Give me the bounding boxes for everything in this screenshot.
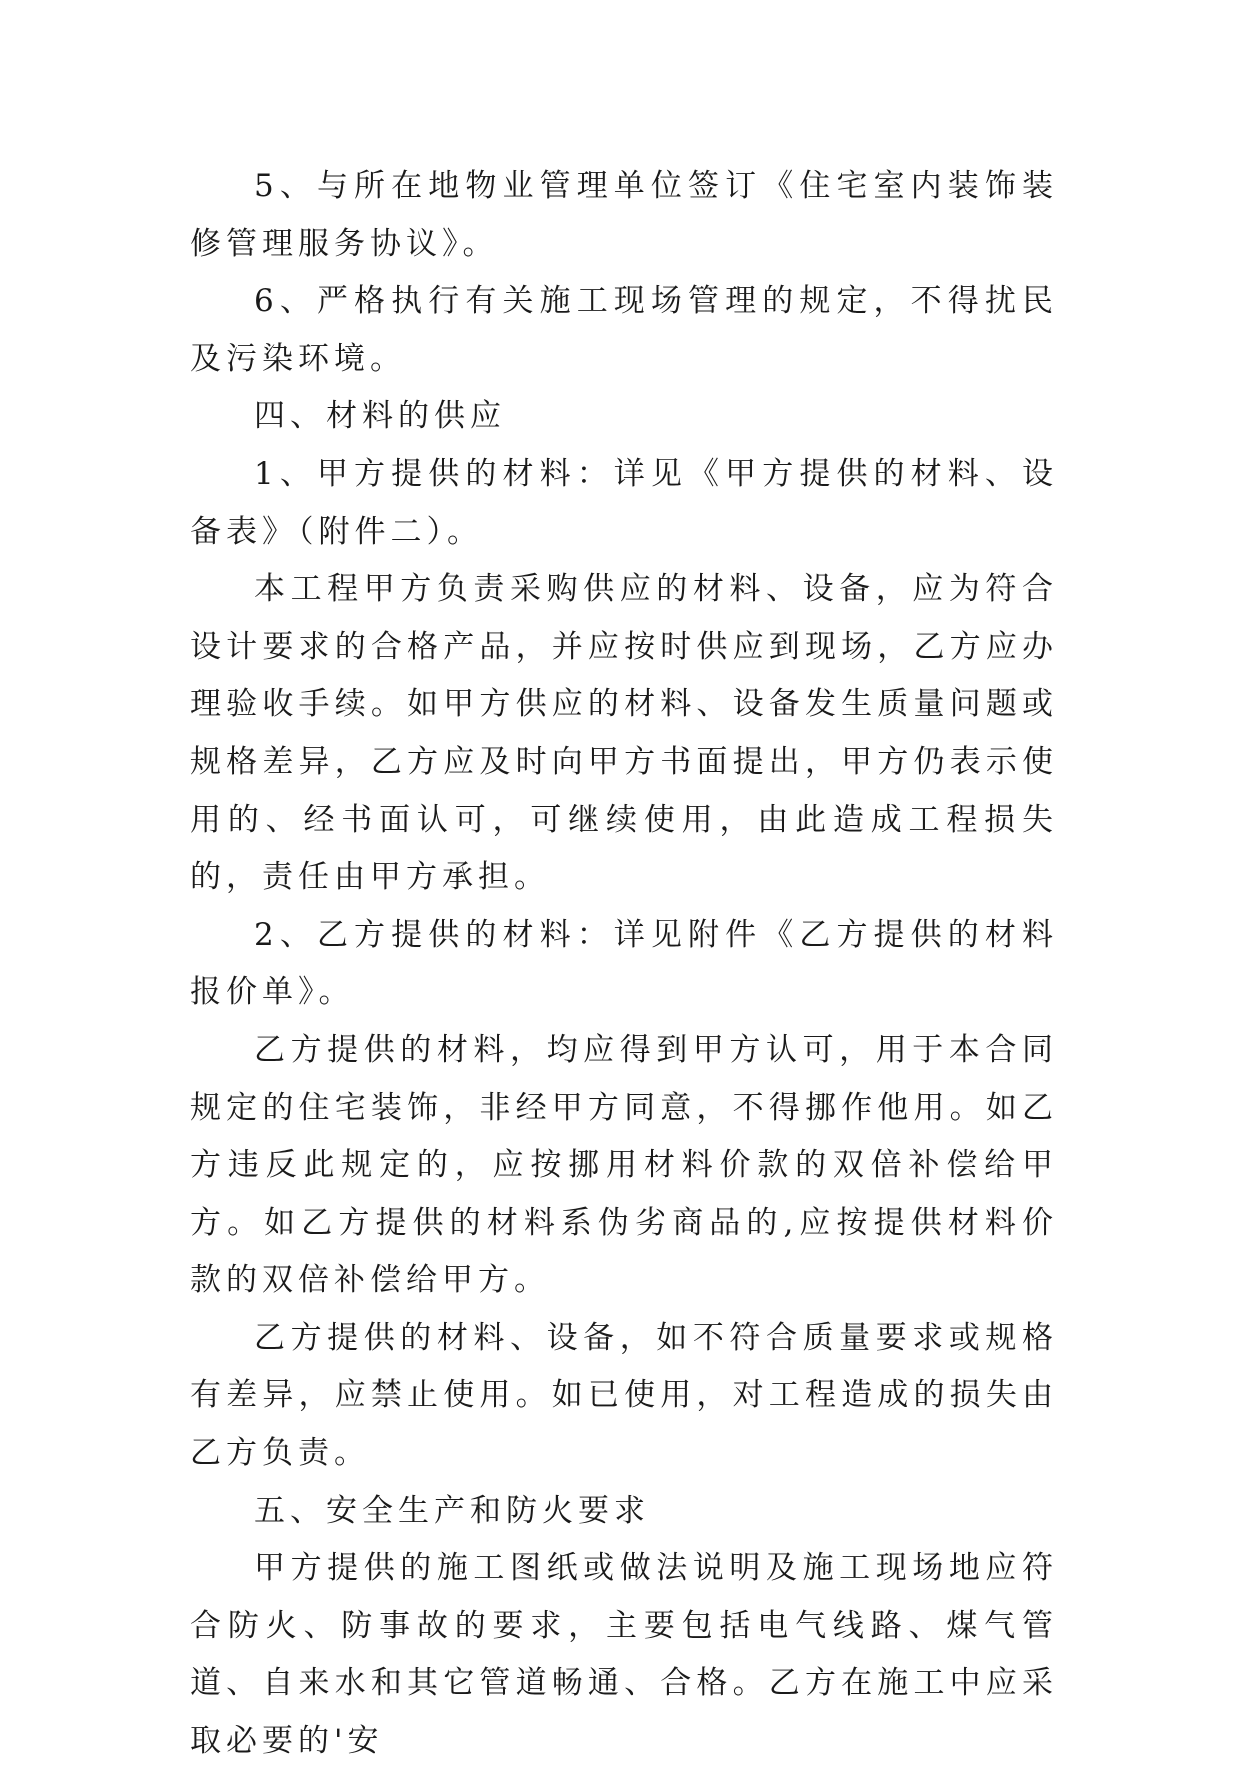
paragraph-contractor-quality: 乙方提供的材料、设备，如不符合质量要求或规格有差异，应禁止使用。如已使用，对工程造成的损失由乙方负责。 <box>190 1319 1058 1472</box>
section-heading-materials: 四、材料的供应 <box>254 398 506 435</box>
paragraph-item-5: 5、与所在地物业管理单位签订《住宅室内装饰装修管理服务协议》。 <box>190 168 1058 262</box>
paragraph-owner-procurement: 本工程甲方负责采购供应的材料、设备，应为符合设计要求的合格产品，并应按时供应到现场，乙方应办理验收手续。如甲方供应的材料、设备发生质量问题或规格差异，乙方应及时向甲方书面提出，甲方仍表示使用的、经书面认可，可继续使用，由此造成工程损失的，责任由甲方承担。 <box>190 571 1058 896</box>
paragraph-contractor-approval: 乙方提供的材料，均应得到甲方认可，用于本合同规定的住宅装饰，非经甲方同意，不得挪作他用。如乙方违反此规定的，应按挪用材料价款的双倍补偿给甲方。如乙方提供的材料系伪劣商品的,应按提供材料价款的双倍补偿给甲方。 <box>190 1031 1058 1299</box>
paragraph-item-6: 6、严格执行有关施工现场管理的规定，不得扰民及污染环境。 <box>190 283 1058 377</box>
paragraph-safety-requirements: 甲方提供的施工图纸或做法说明及施工现场地应符合防火、防事故的要求，主要包括电气线路、煤气管道、自来水和其它管道畅通、合格。乙方在施工中应采取必要的'安 <box>190 1550 1058 1760</box>
paragraph-contractor-materials: 2、乙方提供的材料：详见附件《乙方提供的材料报价单》。 <box>190 916 1058 1011</box>
paragraph-owner-materials: 1、甲方提供的材料：详见《甲方提供的材料、设备表》（附件二）。 <box>190 455 1058 550</box>
document-body <box>190 158 1058 1771</box>
section-heading-safety: 五、安全生产和防火要求 <box>254 1492 650 1529</box>
